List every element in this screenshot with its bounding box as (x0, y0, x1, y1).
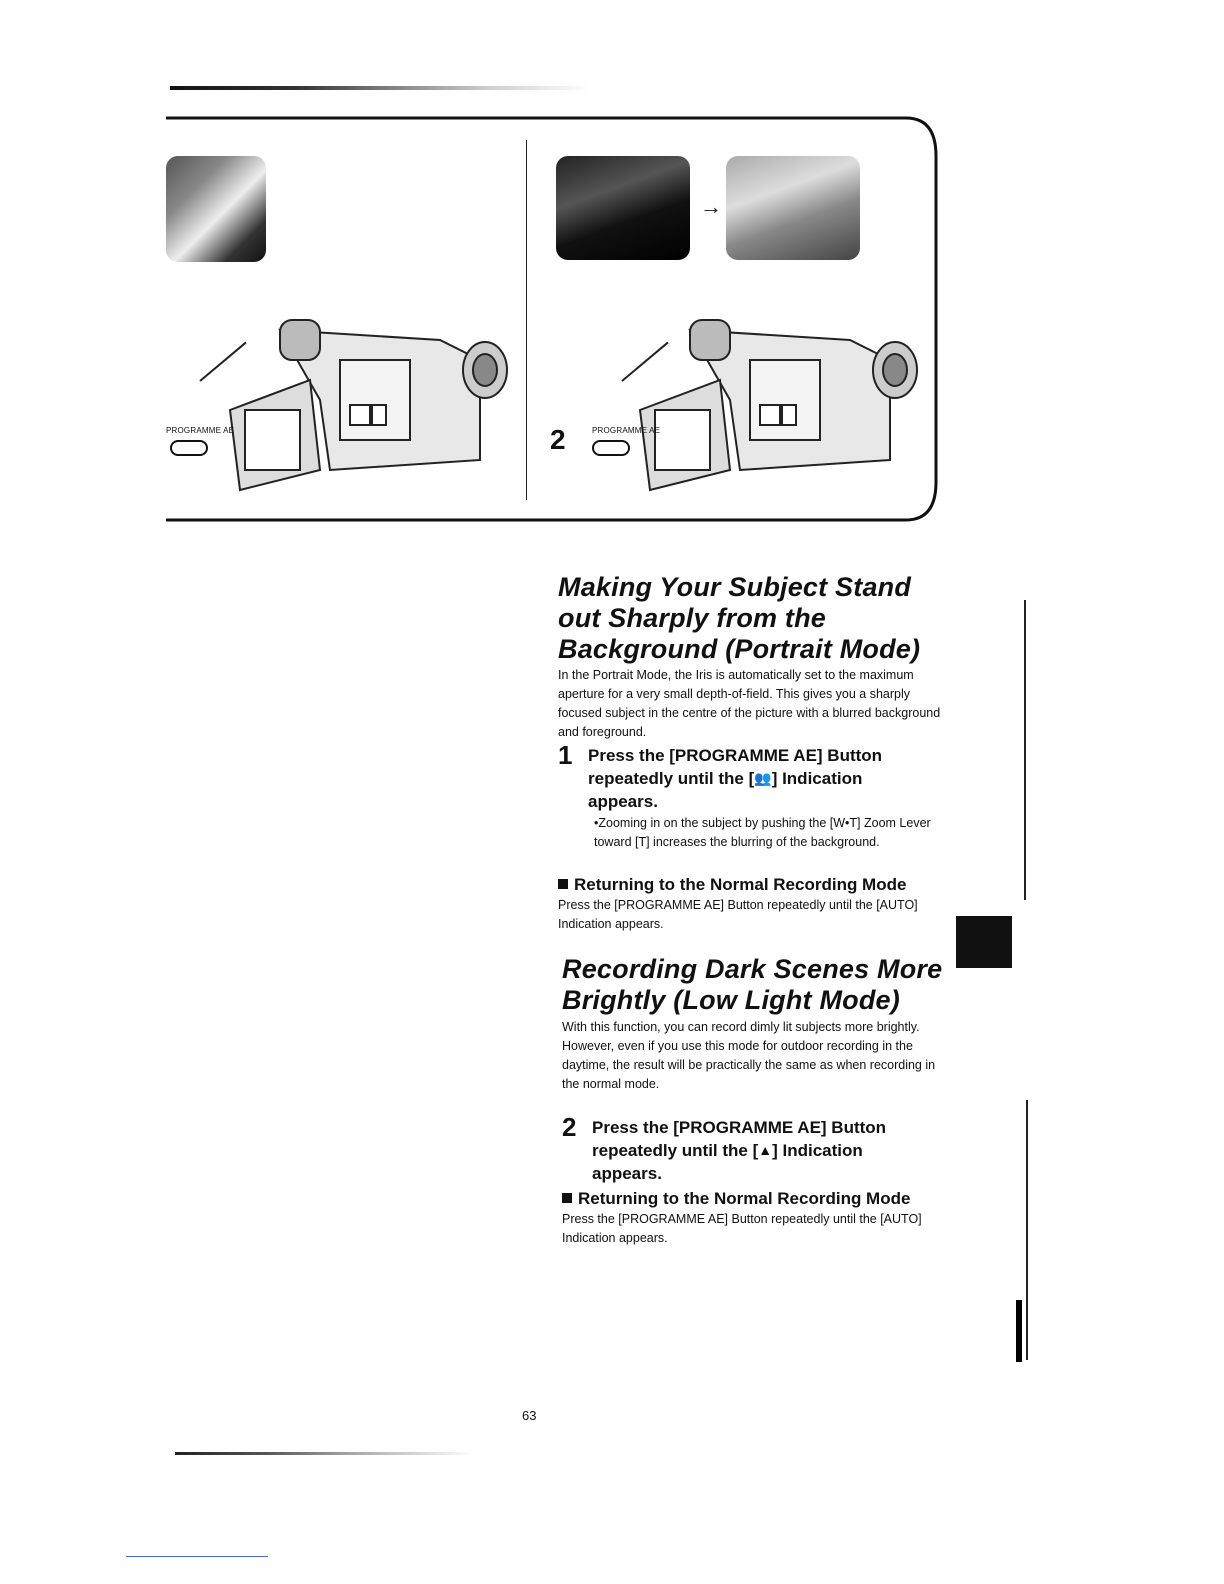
arrow-right-icon: → (700, 194, 722, 219)
return-heading: Returning to the Normal Recording Mode (562, 1188, 952, 1210)
step-note: •Zooming in on the subject by pushing the [W•T] Zoom Lever toward [T] increases the blurring of the background. (594, 816, 931, 849)
section-portrait-mode (558, 572, 948, 938)
scan-artifact-bottom (175, 1452, 475, 1455)
dark-scene-photo (556, 156, 690, 260)
camcorder-illustration-left (220, 300, 520, 500)
step-2 (562, 1112, 952, 1196)
return-text: Press the [PROGRAMME AE] Button repeatedly until the [AUTO] Indication appears. (558, 898, 918, 931)
tab-marker (956, 916, 1012, 968)
section-intro: With this function, you can record dimly lit subjects more brightly. However, even if you use this mode for outdoor recording in the daytime, the result will be practically the same as when recording in the normal mode. (562, 1020, 936, 1091)
panel-divider (526, 140, 527, 500)
programme-ae-label-left: PROGRAMME AE (166, 426, 235, 435)
portrait-mode-icon: 👥 (754, 770, 772, 786)
page-edge-line (1024, 600, 1026, 900)
low-light-mode-icon: ▲ (758, 1142, 773, 1158)
section-title: Making Your Subject Stand out Sharply from the Background (Portrait Mode) (558, 572, 921, 664)
camcorder-illustration-right (630, 300, 930, 500)
programme-ae-button-left (170, 440, 208, 456)
bullet-square-icon (558, 879, 568, 889)
section-intro: In the Portrait Mode, the Iris is automatically set to the maximum aperture for a very small depth-of-field. This gives you a sharply focused subject in the centre of the picture with a blurred background and foreground. (558, 668, 941, 739)
step-number: 2 (562, 1112, 577, 1142)
step-instruction: Press the [PROGRAMME AE] Button repeatedly until the [▲] Indication appears. (592, 1118, 887, 1183)
bottom-rule (126, 1556, 268, 1557)
page-edge-mark (1016, 1300, 1022, 1362)
programme-ae-label-right: PROGRAMME AE (592, 426, 661, 435)
bright-scene-photo (726, 156, 860, 260)
programme-ae-button-right (592, 440, 630, 456)
page-number: 63 (522, 1408, 537, 1423)
scan-artifact-top (170, 86, 590, 90)
portrait-example-photo (166, 156, 266, 262)
step-1 (558, 740, 948, 884)
bullet-square-icon (562, 1193, 572, 1203)
section-low-light-mode (562, 954, 952, 1254)
return-text: Press the [PROGRAMME AE] Button repeatedly until the [AUTO] Indication appears. (562, 1212, 922, 1245)
section-title: Recording Dark Scenes More Brightly (Low Light Mode) (562, 954, 943, 1015)
illustration-step-number: 2 (550, 424, 566, 455)
step-number: 1 (558, 740, 573, 770)
return-heading: Returning to the Normal Recording Mode (558, 874, 948, 896)
step-instruction: Press the [PROGRAMME AE] Button repeatedly until the [👥] Indication appears. (588, 746, 883, 811)
page-edge-line (1026, 1100, 1028, 1360)
